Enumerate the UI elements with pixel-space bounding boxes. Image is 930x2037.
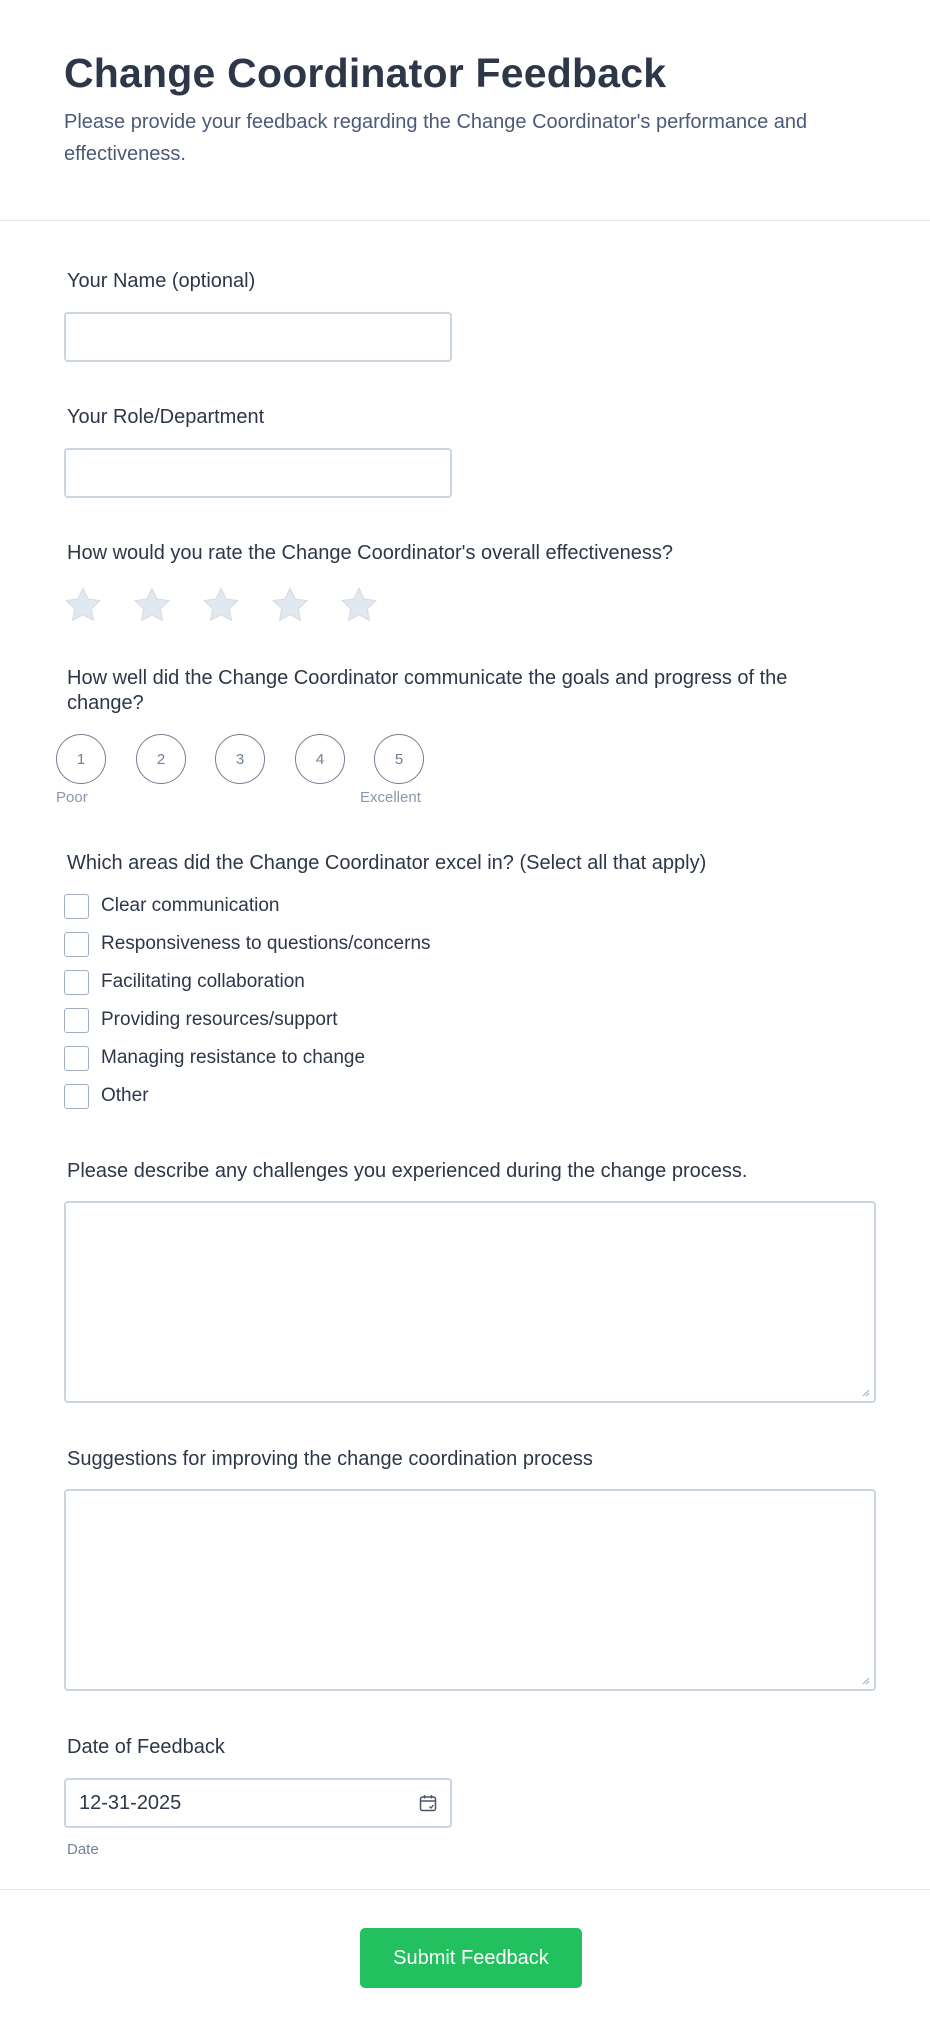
checkbox-responsiveness[interactable] — [64, 931, 431, 957]
checkbox-box[interactable] — [64, 1008, 89, 1033]
checkbox-box[interactable] — [64, 970, 89, 995]
suggestions-textarea[interactable] — [64, 1489, 876, 1691]
scale-option-1[interactable]: 1 — [56, 734, 106, 784]
scale-high-label: Excellent — [360, 789, 421, 806]
name-input[interactable] — [64, 312, 452, 362]
date-input[interactable] — [64, 1778, 452, 1828]
checkbox-other[interactable] — [64, 1083, 149, 1109]
role-label: Your Role/Department — [67, 406, 265, 428]
page-subtitle: Please provide your feedback regarding the Change Coordinator's performance and effectiveness. — [64, 111, 808, 165]
checkbox-clear-communication[interactable] — [64, 893, 279, 919]
checkbox-box[interactable] — [64, 1084, 89, 1109]
checkbox-label: Other — [101, 1085, 149, 1106]
name-label: Your Name (optional) — [67, 270, 256, 292]
scale-option-5[interactable]: 5 — [374, 734, 424, 784]
star-3-icon[interactable] — [200, 584, 242, 626]
checkbox-facilitating-collaboration[interactable] — [64, 969, 305, 995]
star-4-icon[interactable] — [269, 584, 311, 626]
checkbox-label: Managing resistance to change — [101, 1047, 366, 1068]
date-value: 12-31-2025 — [79, 1792, 182, 1814]
checkbox-box[interactable] — [64, 1046, 89, 1071]
scale-option-2[interactable]: 2 — [136, 734, 186, 784]
form-header — [0, 0, 930, 221]
suggestions-label: Suggestions for improving the change coordination process — [67, 1448, 593, 1470]
excel-areas-label: Which areas did the Change Coordinator excel in? (Select all that apply) — [67, 852, 707, 874]
footer-divider — [0, 1889, 930, 1890]
date-label: Date of Feedback — [67, 1736, 225, 1758]
checkbox-box[interactable] — [64, 932, 89, 957]
scale-low-label: Poor — [56, 789, 88, 806]
scale-option-3[interactable]: 3 — [215, 734, 265, 784]
page-title: Change Coordinator Feedback — [64, 50, 667, 96]
calendar-icon[interactable] — [418, 1793, 438, 1813]
communication-label: How well did the Change Coordinator communicate the goals and progress of the change? — [67, 667, 788, 714]
challenges-textarea[interactable] — [64, 1201, 876, 1403]
checkbox-label: Providing resources/support — [101, 1009, 338, 1030]
submit-button[interactable]: Submit Feedback — [360, 1928, 582, 1988]
resize-grip-icon[interactable] — [860, 1387, 870, 1397]
scale-option-4[interactable]: 4 — [295, 734, 345, 784]
star-1-icon[interactable] — [62, 584, 104, 626]
checkbox-managing-resistance[interactable] — [64, 1045, 365, 1071]
date-caption: Date — [67, 1841, 99, 1858]
checkbox-label: Facilitating collaboration — [101, 971, 305, 992]
star-5-icon[interactable] — [338, 584, 380, 626]
checkbox-label: Clear communication — [101, 895, 280, 916]
rating-label: How would you rate the Change Coordinator's overall effectiveness? — [67, 542, 674, 564]
checkbox-box[interactable] — [64, 894, 89, 919]
checkbox-providing-resources[interactable] — [64, 1007, 338, 1033]
role-input[interactable] — [64, 448, 452, 498]
star-2-icon[interactable] — [131, 584, 173, 626]
checkbox-label: Responsiveness to questions/concerns — [101, 933, 431, 954]
resize-grip-icon[interactable] — [860, 1675, 870, 1685]
challenges-label: Please describe any challenges you experienced during the change process. — [67, 1160, 748, 1182]
